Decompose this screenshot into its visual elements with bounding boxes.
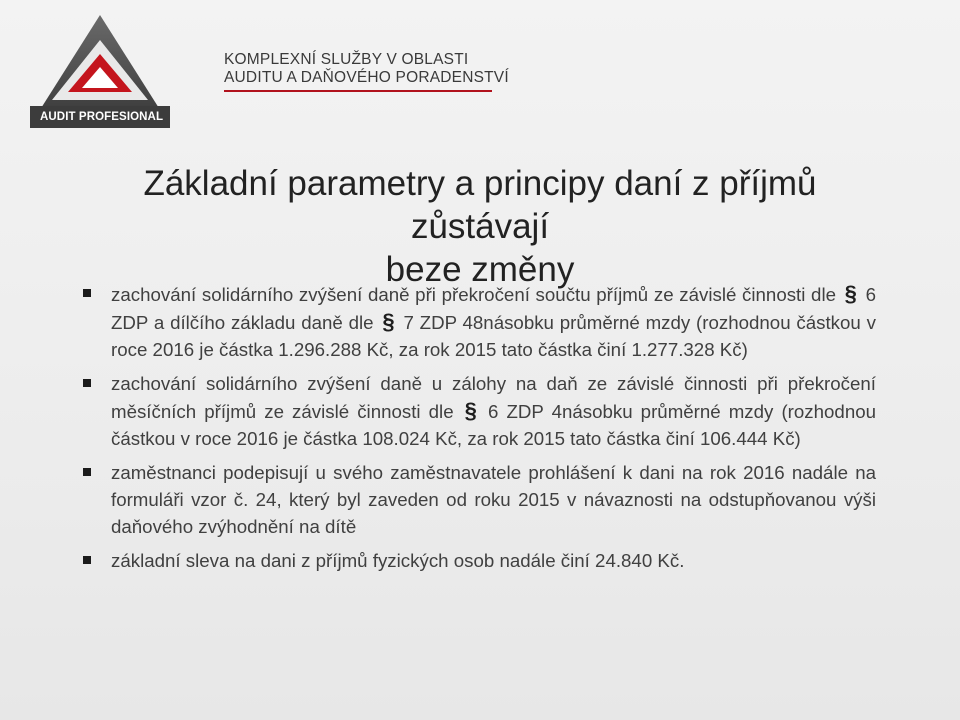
bullet-item-solidarity-tax (80, 280, 876, 363)
bullet-item-basic-tax-credit (80, 547, 876, 574)
company-tagline (224, 51, 509, 92)
section-sign: § (844, 281, 857, 306)
square-bullet-icon (83, 289, 91, 297)
bullet-item-advance-tax (80, 370, 876, 452)
bullet-text: zaměstnanci podepisují u svého zaměstnavatele prohlášení k dani na rok 2016 nadále na formuláři vzor č. 24, který byl zaveden od roku 2015 v návaznosti na odstupňovanou výši daňového zvýhodnění na dítě (111, 462, 876, 537)
slide-title-line-2: beze změny (385, 250, 575, 289)
slide-title-line-1: Základní parametry a principy daní z příjmů zůstávají (143, 164, 817, 246)
company-line-2: AUDITU A DAŇOVÉHO PORADENSTVÍ (224, 69, 509, 86)
square-bullet-icon (83, 556, 91, 564)
bullet-text-part: zachování solidárního zvýšení daně při překročení součtu příjmů ze závislé činnosti dle (111, 284, 836, 305)
logo-text: AUDIT PROFESIONAL (40, 111, 164, 123)
slide-title (70, 162, 890, 291)
bullet-list (80, 280, 876, 581)
bullet-text: základní sleva na dani z příjmů fyzických osob nadále činí 24.840 Kč. (111, 550, 685, 571)
section-sign: § (382, 309, 395, 334)
bullet-text-part: 6 ZDP 4násobku průměrné mzdy (rozhodnou částkou v roce 2016 je částka 108.024 Kč, za rok 2015 tato částka činí 106.444 Kč) (111, 401, 876, 449)
bullet-text-part: 6 ZDP a dílčího základu daně dle (111, 284, 876, 333)
bullet-text-part: 7 ZDP 48násobku průměrné mzdy (rozhodnou částkou v roce 2016 je částka 1.296.288 Kč, za rok 2015 tato částka činí 1.277.328 Kč) (111, 312, 876, 360)
company-logo (30, 10, 170, 128)
square-bullet-icon (83, 379, 91, 387)
company-line-1: KOMPLEXNÍ SLUŽBY V OBLASTI (224, 51, 469, 68)
bullet-item-employee-declaration (80, 459, 876, 540)
section-sign: § (464, 398, 477, 423)
square-bullet-icon (83, 468, 91, 476)
company-underline (224, 90, 492, 92)
bullet-text-part: zachování solidárního zvýšení daně u zálohy na daň ze závislé činnosti při překročení měsíčních příjmů ze závislé činnosti dle (111, 373, 876, 422)
